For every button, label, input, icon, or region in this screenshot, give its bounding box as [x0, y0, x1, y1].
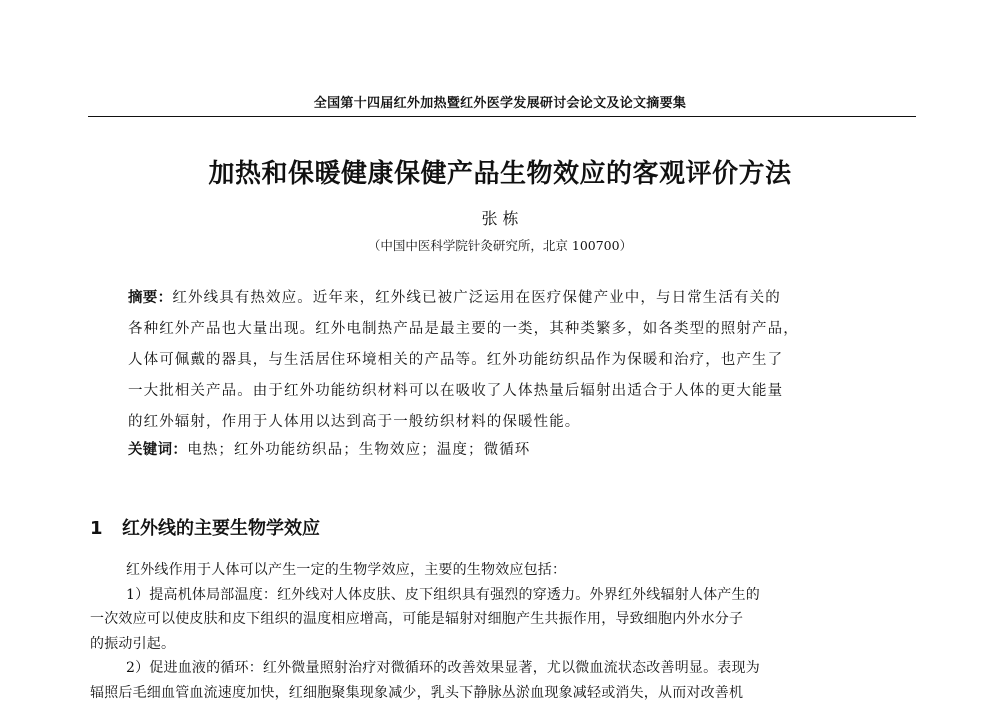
body-line: 1）提高机体局部温度：红外线对人体皮肤、皮下组织具有强烈的穿透力。外界红外线辐射人体产生的 — [126, 586, 760, 603]
paper-title: 加热和保暖健康保健产品生物效应的客观评价方法 — [208, 159, 792, 189]
section-title: 红外线的主要生物学效应 — [122, 518, 320, 539]
body-text — [90, 558, 920, 705]
affiliation: （中国中医科学院针灸研究所，北京 100700） — [367, 238, 633, 253]
body-line: 2）促进血液的循环：红外微量照射治疗对微循环的改善效果显著，尤以微血流状态改善明显。表现为 — [126, 660, 760, 676]
abstract-line: 的红外辐射，作用于人体用以达到高于一般纺织材料的保暖性能。 — [128, 414, 581, 430]
section-number: 1 — [90, 518, 103, 539]
abstract-label: 摘要： — [128, 290, 173, 306]
section-heading — [90, 514, 320, 540]
abstract — [128, 283, 886, 438]
keywords — [128, 438, 530, 459]
abstract-line — [128, 283, 886, 314]
abstract-line: 人体可佩戴的器具，与生活居住环境相关的产品等。红外功能纺织品作为保暖和治疗，也产生了 — [128, 352, 784, 368]
body-line: 辐照后毛细血管血流速度加快，红细胞聚集现象减少，乳头下静脉丛淤血现象减轻或消失，从而对改善机 — [90, 684, 744, 701]
header-rule — [88, 116, 916, 117]
body-line: 的振动引起。 — [90, 635, 176, 652]
abstract-text: 红外线具有热效应。近年来，红外线已被广泛运用在医疗保健产业中，与日常生活有关的 — [172, 290, 781, 306]
body-line: 红外线作用于人体可以产生一定的生物学效应，主要的生物效应包括： — [126, 562, 567, 578]
running-header: 全国第十四届红外加热暨红外医学发展研讨会论文及论文摘要集 — [313, 96, 687, 111]
author: 张 栋 — [481, 209, 519, 228]
abstract-line: 一大批相关产品。由于红外功能纺织材料可以在吸收了人体热量后辐射出适合于人体的更大能量 — [128, 383, 784, 399]
abstract-line: 各种红外产品也大量出现。红外电制热产品是最主要的一类，其种类繁多，如各类型的照射产品， — [128, 321, 799, 337]
body-line: 一次效应可以使皮肤和皮下组织的温度相应增高，可能是辐射对细胞产生共振作用，导致细胞内外水分子 — [90, 611, 744, 627]
keywords-label: 关键词： — [128, 442, 188, 458]
keywords-text: 电热；红外功能纺织品；生物效应；温度；微循环 — [187, 442, 531, 458]
